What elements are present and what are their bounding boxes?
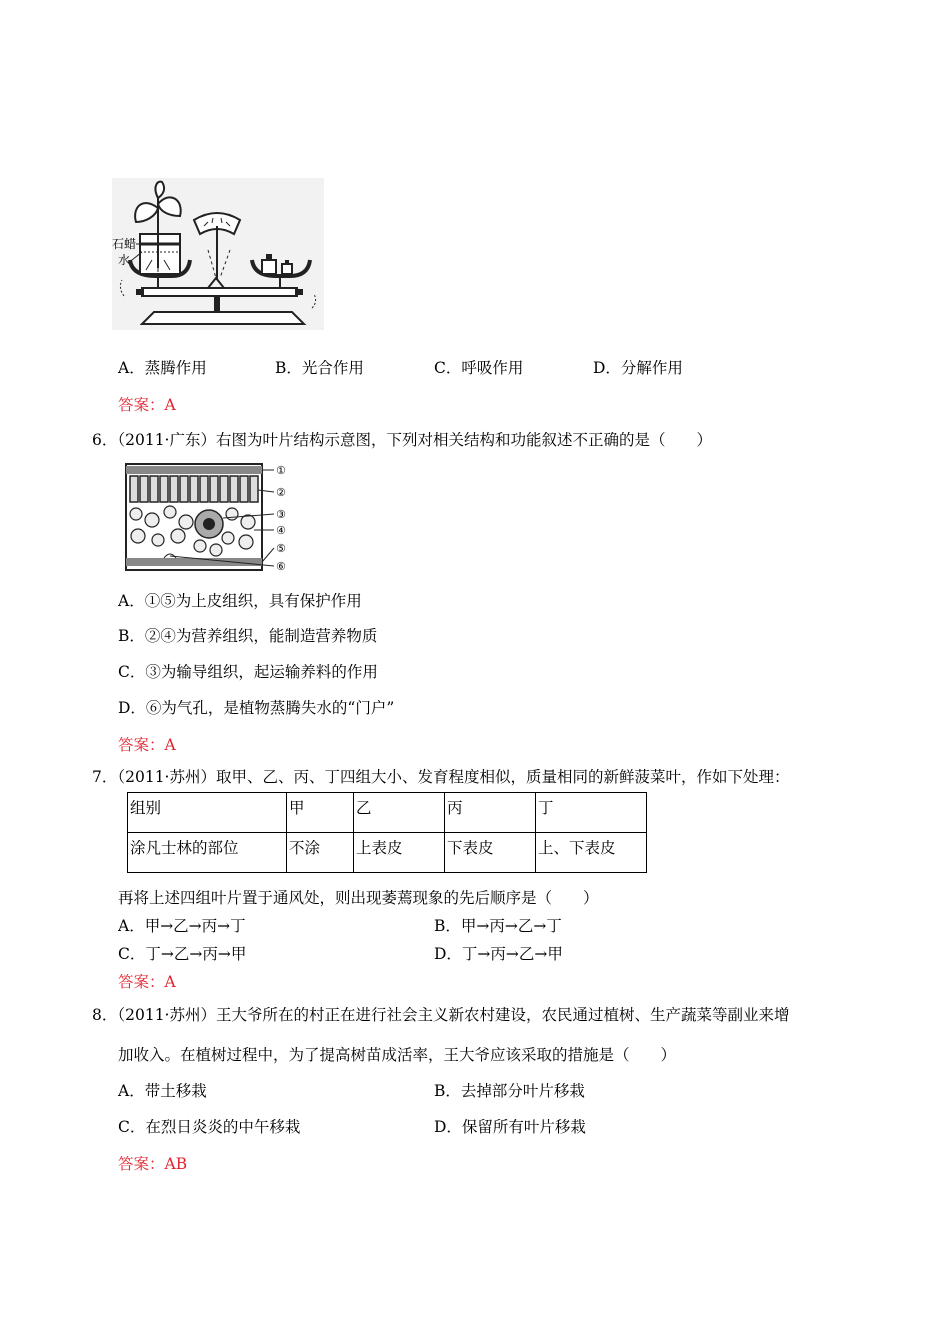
table-cell: 上表皮 bbox=[354, 833, 445, 873]
table-cell: 甲 bbox=[287, 793, 354, 833]
table-cell: 上、下表皮 bbox=[536, 833, 647, 873]
q8-stem-line1: 8．（2011·苏州）王大爷所在的村正在进行社会主义新农村建设，农民通过植树、生产蔬菜等副业来增 bbox=[92, 1006, 790, 1024]
q5-option-b[interactable]: B．光合作用 bbox=[275, 359, 364, 377]
q7-stem: 7．（2011·苏州）取甲、乙、丙、丁四组大小、发育程度相似，质量相同的新鲜菠菜叶，作如下处理： bbox=[92, 768, 790, 786]
q6-option-b[interactable]: B．②④为营养组织，能制造营养物质 bbox=[118, 627, 378, 645]
table-cell: 丁 bbox=[536, 793, 647, 833]
treatment-table bbox=[127, 792, 647, 873]
table-cell: 乙 bbox=[354, 793, 445, 833]
q6-stem: 6．（2011·广东）右图为叶片结构示意图，下列对相关结构和功能叙述不正确的是（ ） bbox=[92, 431, 712, 449]
q8-option-d[interactable]: D．保留所有叶片移栽 bbox=[434, 1118, 586, 1136]
q8-answer: 答案：AB bbox=[118, 1155, 188, 1173]
q8-option-b[interactable]: B．去掉部分叶片移栽 bbox=[434, 1082, 585, 1100]
leaf-structure-figure bbox=[124, 462, 294, 574]
q5-answer: 答案：A bbox=[118, 396, 176, 414]
balance-figure bbox=[112, 178, 324, 330]
q6-option-c[interactable]: C．③为输导组织，起运输养料的作用 bbox=[118, 663, 378, 681]
q8-option-a[interactable]: A．带土移栽 bbox=[118, 1082, 207, 1100]
q7-option-a[interactable]: A．甲→乙→丙→丁 bbox=[118, 917, 246, 935]
q5-option-c[interactable]: C．呼吸作用 bbox=[434, 359, 524, 377]
table-cell: 不涂 bbox=[287, 833, 354, 873]
table-cell: 丙 bbox=[445, 793, 536, 833]
leaf-label-5: ⑤ bbox=[276, 542, 286, 555]
leaf-label-6: ⑥ bbox=[276, 560, 286, 573]
q7-option-b[interactable]: B．甲→丙→乙→丁 bbox=[434, 917, 562, 935]
table-row bbox=[128, 833, 647, 873]
table-cell: 组别 bbox=[128, 793, 287, 833]
q6-option-d[interactable]: D．⑥为气孔，是植物蒸腾失水的“门户” bbox=[118, 699, 395, 717]
leaf-label-3: ③ bbox=[276, 508, 286, 521]
q5-option-d[interactable]: D．分解作用 bbox=[593, 359, 683, 377]
table-cell: 下表皮 bbox=[445, 833, 536, 873]
q7-question: 再将上述四组叶片置于通风处，则出现萎蔫现象的先后顺序是（ ） bbox=[118, 889, 599, 907]
water-label: 水 bbox=[118, 253, 131, 267]
wax-label: 石蜡 bbox=[112, 237, 137, 251]
q5-option-a[interactable]: A．蒸腾作用 bbox=[118, 359, 207, 377]
q8-option-c[interactable]: C．在烈日炎炎的中午移栽 bbox=[118, 1118, 301, 1136]
table-row bbox=[128, 793, 647, 833]
q6-option-a[interactable]: A．①⑤为上皮组织，具有保护作用 bbox=[118, 592, 362, 610]
leaf-label-1: ① bbox=[276, 464, 286, 477]
q7-option-d[interactable]: D．丁→丙→乙→甲 bbox=[434, 945, 563, 963]
q7-answer: 答案：A bbox=[118, 973, 176, 991]
leaf-label-2: ② bbox=[276, 486, 286, 499]
q6-answer: 答案：A bbox=[118, 736, 176, 754]
table-cell: 涂凡士林的部位 bbox=[128, 833, 287, 873]
leaf-label-4: ④ bbox=[276, 524, 286, 537]
q8-stem-line2: 加收入。在植树过程中，为了提高树苗成活率，王大爷应该采取的措施是（ ） bbox=[118, 1046, 677, 1064]
q7-option-c[interactable]: C．丁→乙→丙→甲 bbox=[118, 945, 247, 963]
